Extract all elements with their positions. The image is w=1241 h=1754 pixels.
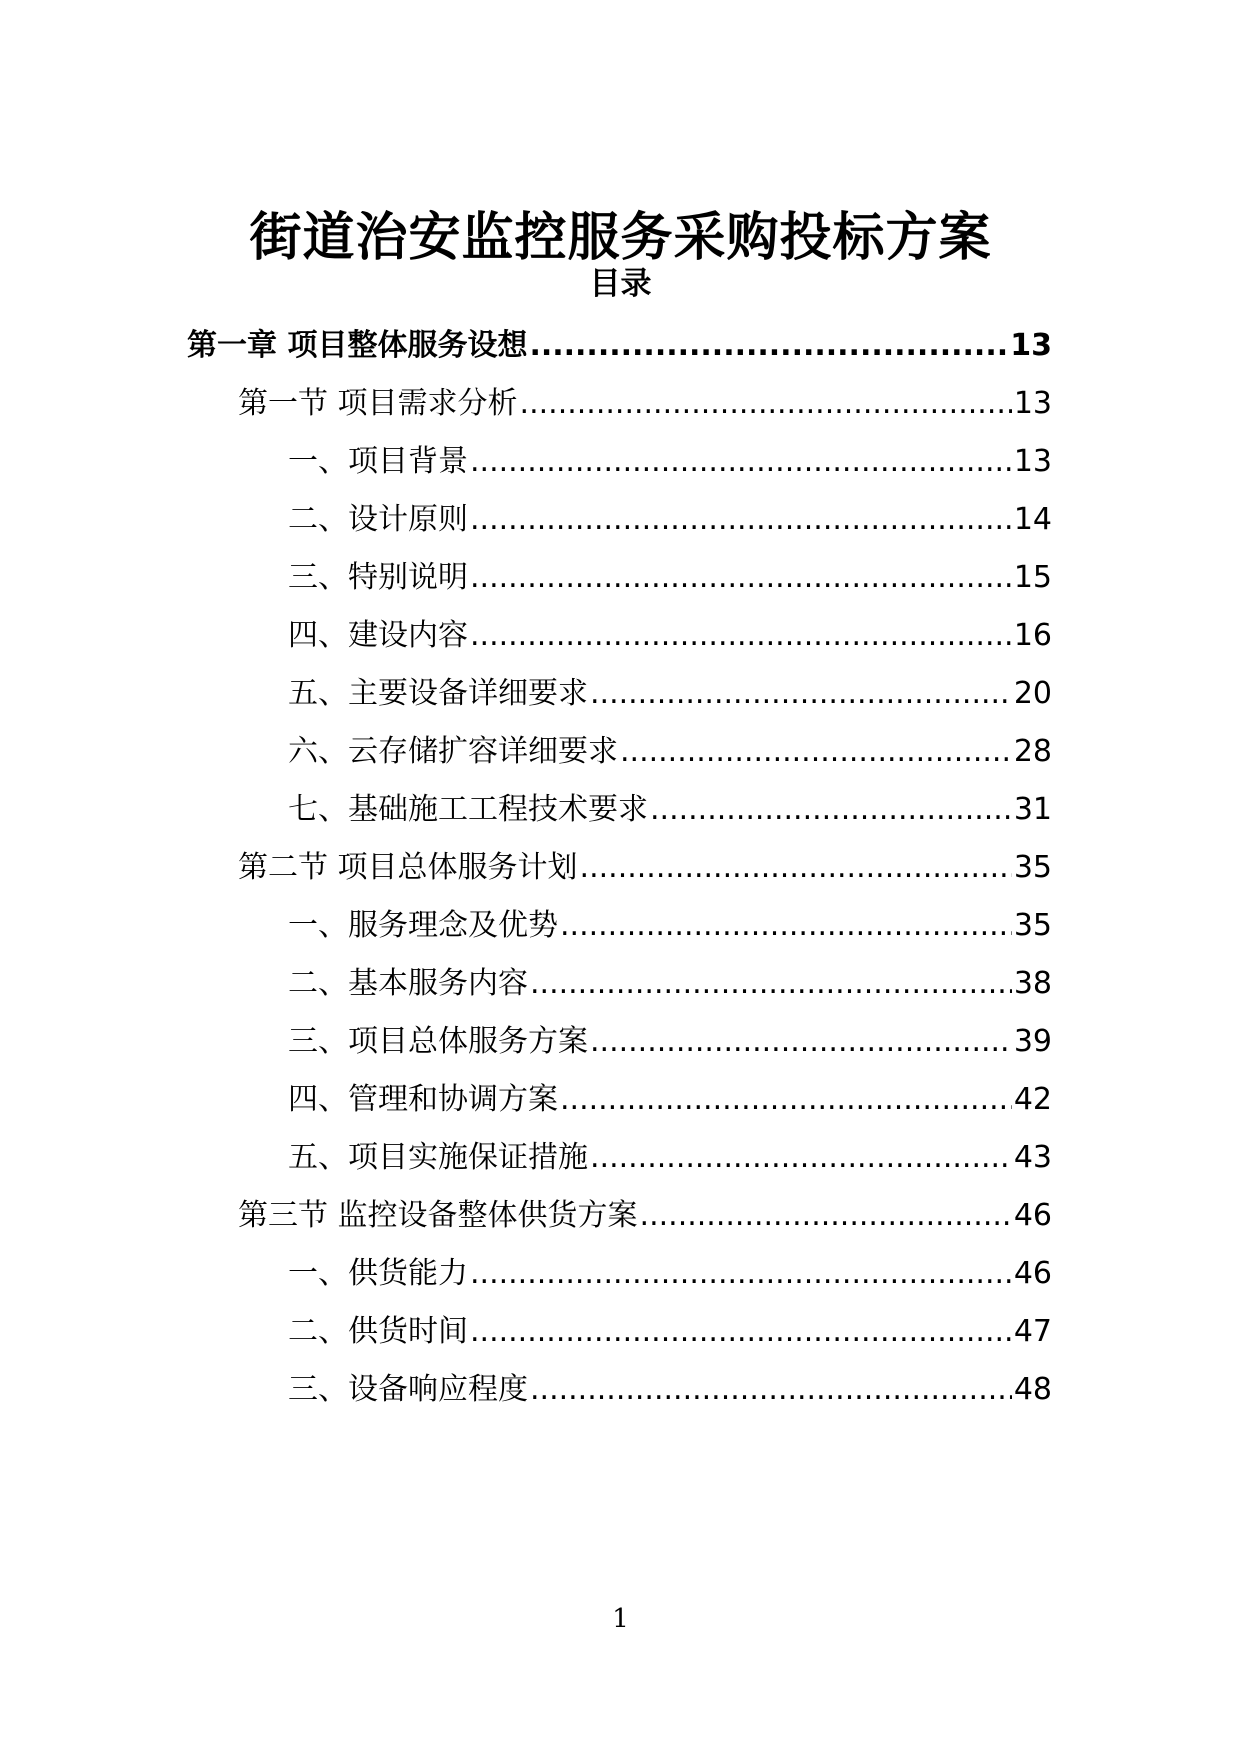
toc-entry-label: 五、主要设备详细要求 (288, 676, 588, 711)
toc-entry-label: 二、基本服务内容 (288, 966, 528, 1001)
toc-entry-section-1[interactable] (238, 381, 1052, 427)
toc-dot-leader (560, 903, 1012, 949)
toc-entry-label: 五、项目实施保证措施 (288, 1140, 588, 1175)
toc-dot-leader (530, 961, 1012, 1007)
toc-entry-label: 七、基础施工工程技术要求 (288, 792, 648, 827)
toc-entry-label: 第一节 项目需求分析 (238, 386, 518, 421)
toc-entry-page: 39 (1013, 1024, 1052, 1059)
toc-entry-section-3[interactable] (238, 1193, 1052, 1239)
toc-entry-item[interactable] (288, 671, 1052, 717)
page-number: 1 (612, 1604, 629, 1634)
toc-entry-page: 15 (1013, 560, 1052, 595)
toc-entry-page: 28 (1013, 734, 1052, 769)
toc-dot-leader (560, 1077, 1012, 1123)
toc-entry-chapter-1[interactable] (187, 323, 1052, 369)
toc-entry-label: 二、供货时间 (288, 1314, 468, 1349)
toc-entry-page: 35 (1013, 850, 1052, 885)
toc-entry-page: 43 (1013, 1140, 1052, 1175)
toc-entry-item[interactable] (288, 1309, 1052, 1355)
toc-entry-page: 31 (1013, 792, 1052, 827)
toc-entry-item[interactable] (288, 1077, 1052, 1123)
toc-entry-label: 三、特别说明 (288, 560, 468, 595)
toc-entry-item[interactable] (288, 1251, 1052, 1297)
toc-entry-item[interactable] (288, 1367, 1052, 1413)
toc-entry-item[interactable] (288, 439, 1052, 485)
toc-dot-leader (470, 613, 1012, 659)
toc-entry-item[interactable] (288, 555, 1052, 601)
toc-entry-section-2[interactable] (238, 845, 1052, 891)
toc-entry-page: 13 (1010, 328, 1052, 363)
toc-entry-item[interactable] (288, 903, 1052, 949)
toc-dot-leader (580, 845, 1012, 891)
toc-entry-page: 16 (1013, 618, 1052, 653)
document-title: 街道治安监控服务采购投标方案 (249, 207, 992, 268)
toc-entry-item[interactable] (288, 1019, 1052, 1065)
toc-heading: 目录 (589, 266, 652, 302)
toc-entry-label: 三、设备响应程度 (288, 1372, 528, 1407)
toc-dot-leader (650, 787, 1012, 833)
toc-entry-label: 第一章 项目整体服务设想 (187, 328, 528, 363)
toc-entry-item[interactable] (288, 729, 1052, 775)
toc-dot-leader (620, 729, 1012, 775)
toc-entry-item[interactable] (288, 961, 1052, 1007)
toc-dot-leader (529, 323, 1008, 369)
toc-dot-leader (530, 1367, 1012, 1413)
toc-entry-page: 46 (1013, 1198, 1052, 1233)
toc-entry-page: 14 (1013, 502, 1052, 537)
toc-entry-item[interactable] (288, 497, 1052, 543)
toc-dot-leader (470, 497, 1012, 543)
toc-entry-label: 第三节 监控设备整体供货方案 (238, 1198, 638, 1233)
toc-entry-item[interactable] (288, 787, 1052, 833)
toc-entry-page: 46 (1013, 1256, 1052, 1291)
toc-entry-label: 第二节 项目总体服务计划 (238, 850, 578, 885)
toc-dot-leader (470, 555, 1012, 601)
toc-entry-page: 42 (1013, 1082, 1052, 1117)
toc-dot-leader (470, 1251, 1012, 1297)
toc-dot-leader (590, 671, 1012, 717)
toc-dot-leader (590, 1019, 1012, 1065)
toc-entry-label: 二、设计原则 (288, 502, 468, 537)
toc-entry-page: 47 (1013, 1314, 1052, 1349)
toc-entry-page: 38 (1013, 966, 1052, 1001)
toc-dot-leader (470, 439, 1012, 485)
toc-entry-label: 四、建设内容 (288, 618, 468, 653)
toc-entry-label: 一、项目背景 (288, 444, 468, 479)
toc-entry-item[interactable] (288, 1135, 1052, 1181)
toc-entry-page: 35 (1013, 908, 1052, 943)
toc-entry-label: 一、服务理念及优势 (288, 908, 558, 943)
toc-entry-page: 48 (1013, 1372, 1052, 1407)
toc-entry-item[interactable] (288, 613, 1052, 659)
toc-entry-page: 20 (1013, 676, 1052, 711)
toc-dot-leader (470, 1309, 1012, 1355)
toc-entry-page: 13 (1013, 444, 1052, 479)
toc-dot-leader (640, 1193, 1012, 1239)
toc-dot-leader (590, 1135, 1012, 1181)
toc-entry-label: 三、项目总体服务方案 (288, 1024, 588, 1059)
toc-entry-label: 六、云存储扩容详细要求 (288, 734, 618, 769)
toc-dot-leader (520, 381, 1012, 427)
toc-entry-page: 13 (1013, 386, 1052, 421)
toc-entry-label: 一、供货能力 (288, 1256, 468, 1291)
toc-entry-label: 四、管理和协调方案 (288, 1082, 558, 1117)
